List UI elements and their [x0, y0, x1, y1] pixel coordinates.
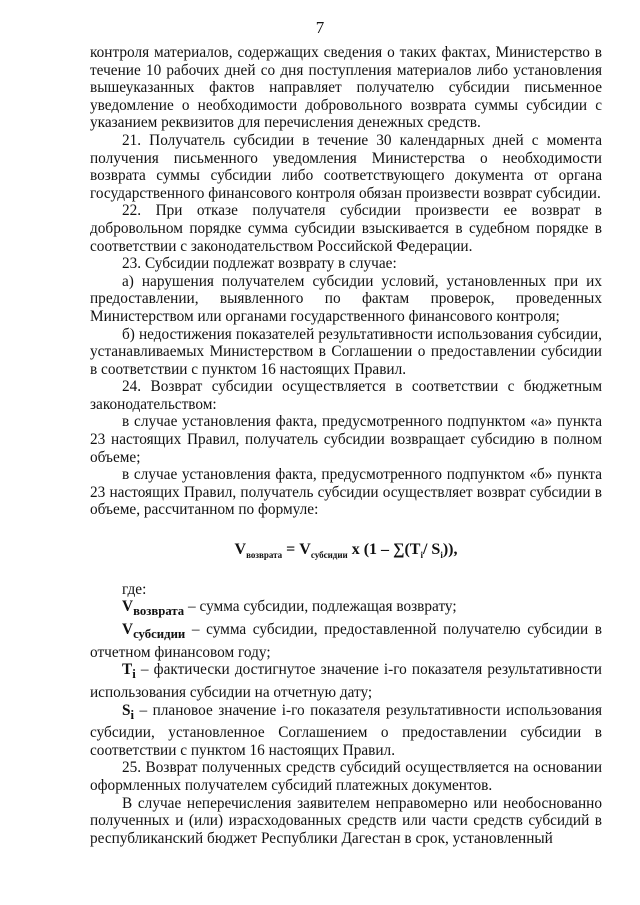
- def-symbol: V: [122, 621, 134, 639]
- definition-s-i: [90, 702, 602, 760]
- formula-sub-i-2: i: [440, 550, 443, 561]
- paragraph-25: 25. Возврат полученных средств субсидий осуществляется на основании оформленных получателем субсидий платежных документов.: [90, 759, 602, 794]
- paragraph-23-b: б) недостижения показателей результативности использования субсидии, устанавливаемых Министерством в Соглашении о предоставлении субсидии в соответствии с пунктом 16 настоящих Правил.: [90, 325, 602, 378]
- formula-equals: =: [282, 541, 300, 559]
- where-label: где:: [122, 580, 147, 598]
- def-text: – сумма субсидии, предоставленной получателю субсидии в отчетном финансовом году;: [90, 621, 602, 661]
- definition-t-i: [90, 661, 602, 701]
- def-text: – сумма субсидии, подлежащая возврату;: [184, 598, 457, 616]
- paragraph-24-b: в случае установления факта, предусмотренного подпунктом «б» пункта 23 настоящих Правил, получатель субсидии осуществляет возврат субсидии в объеме, рассчитанном по формуле:: [90, 466, 602, 519]
- paragraph-24: 24. Возврат субсидии осуществляется в соответствии с бюджетным законодательством:: [90, 378, 602, 413]
- def-text: – плановое значение i-го показателя результативности использования субсидии, установленное Соглашением о предоставлении субсидии в соответствии с пунктом 16 настоящих Правил.: [90, 701, 602, 759]
- paragraph-continuation: контроля материалов, содержащих сведения о таких фактах, Министерство в течение 10 рабочих дней со дня поступления материалов либо установления вышеуказанных фактов направляет получателю субсидии письменное уведомление о необходимости добровольного возврата суммы субсидии с указанием реквизитов для перечисления денежных средств.: [90, 44, 602, 132]
- paragraph-23: 23. Субсидии подлежат возврату в случае:: [122, 255, 397, 273]
- paragraph-24-a: в случае установления факта, предусмотренного подпунктом «а» пункта 23 настоящих Правил, получатель субсидии возвращает субсидию в полном объеме;: [90, 413, 602, 466]
- page-number: 7: [315, 18, 325, 37]
- formula-tail-1: x (1 – ∑(T: [347, 541, 421, 559]
- paragraph-non-transfer: В случае неперечисления заявителем неправомерно или необоснованно полученных и (или) израсходованных средств или части средств субсидий в республиканский бюджет Республики Дагестан в срок, установленный: [90, 794, 602, 847]
- def-symbol: V: [122, 598, 134, 616]
- definition-v-return: [90, 598, 602, 621]
- formula-tail-2: )),: [442, 541, 458, 559]
- def-sub: возврата: [133, 604, 185, 619]
- def-sub: i: [130, 707, 135, 722]
- def-text: – фактически достигнутое значение i-го показателя результативности использования субсидии на отчетную дату;: [90, 661, 602, 701]
- def-sub: субсидии: [133, 627, 186, 642]
- formula-sub-subsidy: субсидии: [310, 550, 348, 561]
- def-sub: i: [132, 667, 136, 682]
- paragraph-23-a: а) нарушения получателем субсидии условий, установленных при их предоставлении, выявленного по фактам проверок, проведенных Министерством или органами государственного финансового контроля;: [90, 272, 602, 325]
- formula-v-subsidy: V: [299, 541, 311, 559]
- definition-v-subsidy: [90, 621, 602, 661]
- paragraph-22: 22. При отказе получателя субсидии произвести ее возврат в добровольном порядке сумма субсидии взыскивается в судебном порядке в соответствии с законодательством Российской Федерации.: [90, 202, 602, 255]
- paragraph-21: 21. Получатель субсидии в течение 30 календарных дней с момента получения письменного уведомления Министерства о необходимости возврата суммы субсидии либо соответствующего документа от органа государственного финансового контроля обязан произвести возврат субсидии.: [90, 131, 602, 202]
- return-formula: [90, 541, 602, 565]
- document-body: [90, 44, 602, 847]
- formula-sub-return: возврата: [246, 550, 283, 561]
- def-symbol: S: [122, 701, 131, 719]
- formula-sub-i-1: i: [420, 550, 423, 561]
- def-symbol: T: [122, 661, 133, 679]
- formula-v-return: V: [234, 541, 247, 559]
- formula-slash: / S: [422, 541, 441, 559]
